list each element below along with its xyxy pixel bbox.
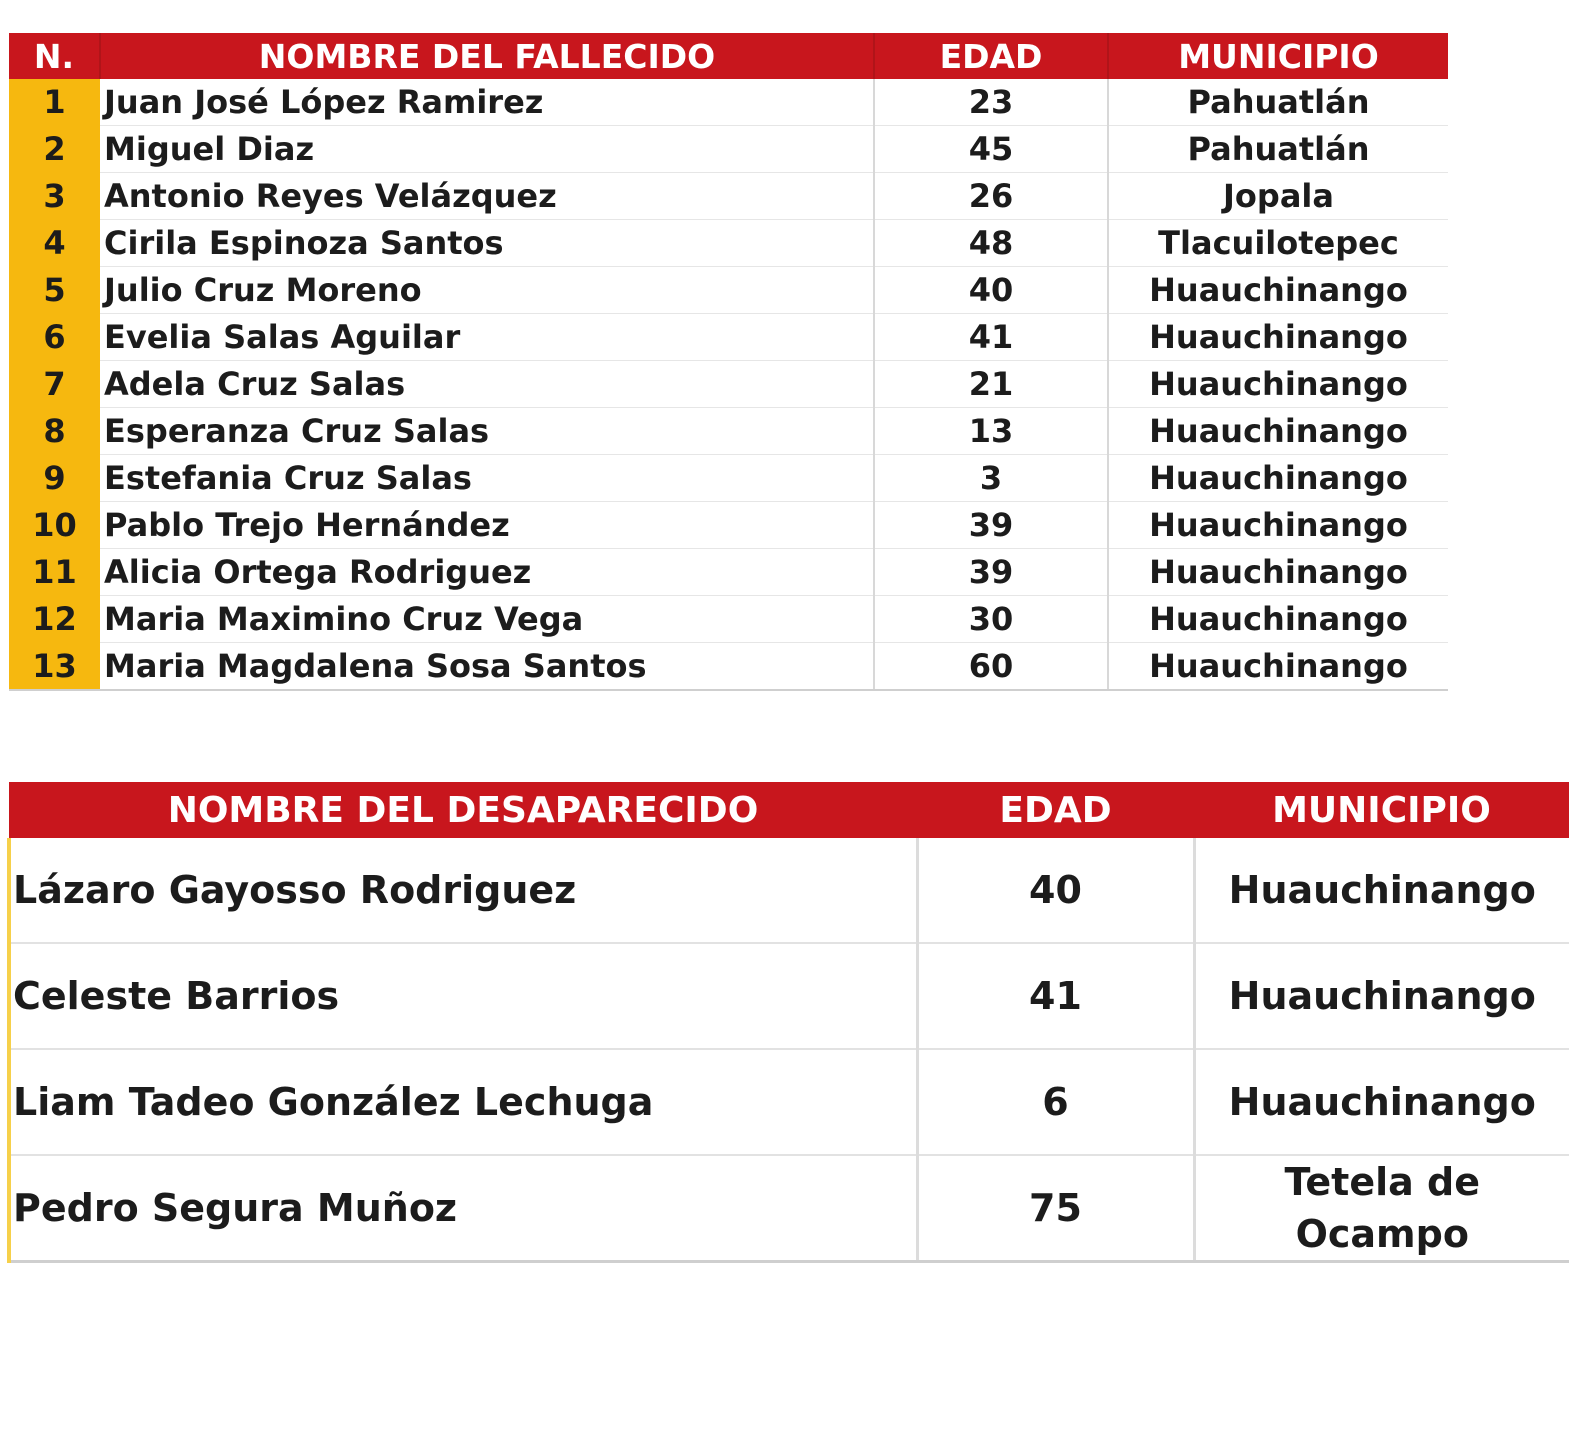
fallecidos-body	[9, 79, 1448, 690]
desaparecidos-table	[7, 782, 1569, 1263]
row-number: 4	[9, 220, 100, 267]
row-municipality: Huauchinango	[1108, 408, 1448, 455]
row-municipality: Jopala	[1108, 173, 1448, 220]
row-number: 13	[9, 643, 100, 691]
row-age: 6	[917, 1049, 1194, 1155]
table-row	[9, 79, 1448, 126]
row-name: Miguel Diaz	[100, 126, 874, 173]
row-municipality: Huauchinango	[1194, 1049, 1569, 1155]
row-name: Juan José López Ramirez	[100, 79, 874, 126]
desaparecidos-header-row	[9, 782, 1569, 838]
table-row	[9, 943, 1569, 1049]
row-name: Esperanza Cruz Salas	[100, 408, 874, 455]
header-name: NOMBRE DEL FALLECIDO	[100, 33, 874, 79]
row-name: Maria Magdalena Sosa Santos	[100, 643, 874, 691]
row-name: Antonio Reyes Velázquez	[100, 173, 874, 220]
table-row	[9, 361, 1448, 408]
row-number: 10	[9, 502, 100, 549]
fallecidos-header-row	[9, 33, 1448, 79]
row-age: 26	[874, 173, 1108, 220]
desaparecidos-body	[9, 838, 1569, 1262]
row-municipality: Huauchinango	[1108, 596, 1448, 643]
row-municipality: Huauchinango	[1108, 643, 1448, 691]
row-municipality: Huauchinango	[1108, 361, 1448, 408]
row-age: 39	[874, 549, 1108, 596]
row-number: 3	[9, 173, 100, 220]
row-age: 60	[874, 643, 1108, 691]
table-row	[9, 838, 1569, 943]
row-age: 41	[917, 943, 1194, 1049]
row-age: 21	[874, 361, 1108, 408]
row-municipality: Tetela de Ocampo	[1194, 1155, 1569, 1262]
table-row	[9, 126, 1448, 173]
row-number: 1	[9, 79, 100, 126]
row-name: Cirila Espinoza Santos	[100, 220, 874, 267]
table-row	[9, 1155, 1569, 1262]
row-municipality: Huauchinango	[1194, 943, 1569, 1049]
table-row	[9, 549, 1448, 596]
row-name: Lázaro Gayosso Rodriguez	[9, 838, 917, 943]
header-municipality: MUNICIPIO	[1108, 33, 1448, 79]
row-number: 7	[9, 361, 100, 408]
row-name: Celeste Barrios	[9, 943, 917, 1049]
table-row	[9, 173, 1448, 220]
row-number: 2	[9, 126, 100, 173]
row-number: 6	[9, 314, 100, 361]
row-number: 9	[9, 455, 100, 502]
row-age: 3	[874, 455, 1108, 502]
header-municipality: MUNICIPIO	[1194, 782, 1569, 838]
row-name: Julio Cruz Moreno	[100, 267, 874, 314]
row-number: 8	[9, 408, 100, 455]
row-name: Pedro Segura Muñoz	[9, 1155, 917, 1262]
table-row	[9, 455, 1448, 502]
table-row	[9, 502, 1448, 549]
row-age: 48	[874, 220, 1108, 267]
row-age: 39	[874, 502, 1108, 549]
row-municipality: Huauchinango	[1108, 314, 1448, 361]
fallecidos-table	[9, 33, 1448, 691]
row-number: 5	[9, 267, 100, 314]
row-name: Liam Tadeo González Lechuga	[9, 1049, 917, 1155]
row-municipality: Huauchinango	[1194, 838, 1569, 943]
table-row	[9, 314, 1448, 361]
row-age: 13	[874, 408, 1108, 455]
row-municipality: Pahuatlán	[1108, 79, 1448, 126]
table-row	[9, 643, 1448, 691]
row-age: 40	[874, 267, 1108, 314]
row-municipality: Pahuatlán	[1108, 126, 1448, 173]
table-row	[9, 1049, 1569, 1155]
table-row	[9, 267, 1448, 314]
row-name: Pablo Trejo Hernández	[100, 502, 874, 549]
table-row	[9, 408, 1448, 455]
row-municipality: Huauchinango	[1108, 549, 1448, 596]
row-name: Adela Cruz Salas	[100, 361, 874, 408]
header-num: N.	[9, 33, 100, 79]
table-row	[9, 596, 1448, 643]
row-name: Maria Maximino Cruz Vega	[100, 596, 874, 643]
row-number: 12	[9, 596, 100, 643]
row-municipality: Huauchinango	[1108, 502, 1448, 549]
row-age: 41	[874, 314, 1108, 361]
row-name: Evelia Salas Aguilar	[100, 314, 874, 361]
row-number: 11	[9, 549, 100, 596]
row-age: 75	[917, 1155, 1194, 1262]
row-municipality: Tlacuilotepec	[1108, 220, 1448, 267]
row-age: 45	[874, 126, 1108, 173]
row-age: 23	[874, 79, 1108, 126]
row-age: 40	[917, 838, 1194, 943]
row-name: Alicia Ortega Rodriguez	[100, 549, 874, 596]
table-row	[9, 220, 1448, 267]
desaparecidos-table-container	[7, 782, 1536, 1263]
row-municipality: Huauchinango	[1108, 455, 1448, 502]
row-municipality: Huauchinango	[1108, 267, 1448, 314]
row-name: Estefania Cruz Salas	[100, 455, 874, 502]
header-name: NOMBRE DEL DESAPARECIDO	[9, 782, 917, 838]
row-age: 30	[874, 596, 1108, 643]
header-age: EDAD	[917, 782, 1194, 838]
header-age: EDAD	[874, 33, 1108, 79]
